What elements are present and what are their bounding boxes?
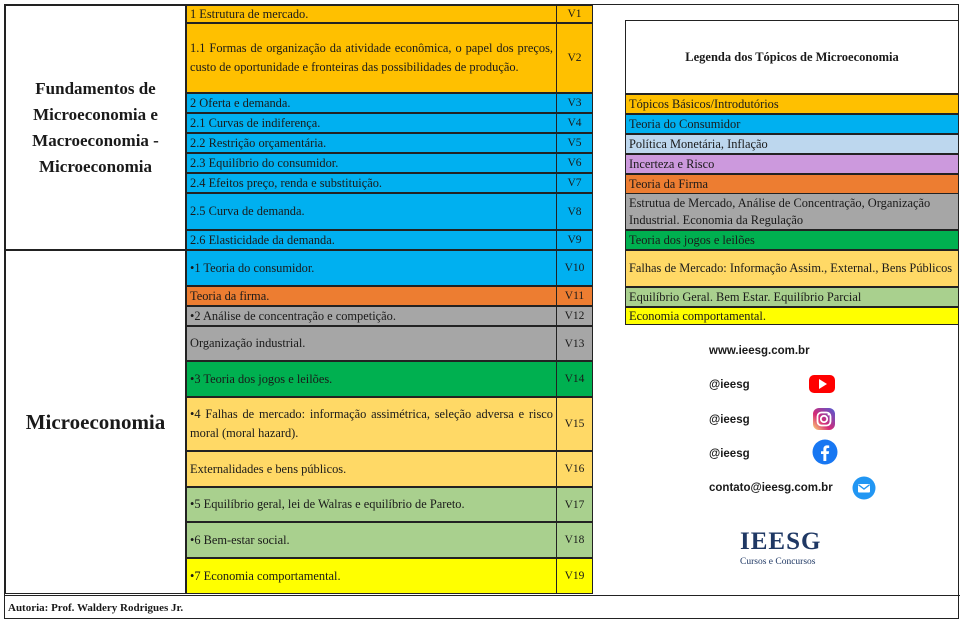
- topic-text: 2.4 Efeitos preço, renda e substituição.: [190, 175, 382, 190]
- video-code: V18: [556, 523, 592, 557]
- legend-item: Incerteza e Risco: [625, 154, 959, 174]
- topic-text: 1.1 Formas de organização da atividade econômica, o papel dos preços, custo de oportunidade e fronteiras das possibilidades de produção.: [190, 41, 553, 74]
- topic-text: •2 Análise de concentração e competição.: [190, 308, 396, 323]
- logo-subtitle: Cursos e Concursos: [740, 557, 816, 567]
- topic-row: [186, 153, 593, 173]
- website-link[interactable]: www.ieesg.com.br: [709, 345, 810, 357]
- topic-text: 1 Estrutura de mercado.: [190, 6, 309, 21]
- video-code: V10: [556, 251, 592, 285]
- email-link[interactable]: contato@ieesg.com.br: [709, 482, 833, 494]
- video-code: V14: [556, 362, 592, 396]
- video-code: V15: [556, 398, 592, 450]
- topic-row: [186, 558, 593, 594]
- topic-row: [186, 193, 593, 230]
- section-fundamentos: Fundamentos de Microeconomia e Macroeconomia - Microeconomia: [5, 5, 186, 250]
- topic-text: 2 Oferta e demanda.: [190, 95, 291, 110]
- topic-text: 2.1 Curvas de indiferença.: [190, 115, 321, 130]
- video-code: V6: [556, 154, 592, 172]
- ieesg-logo: IEESG: [740, 528, 822, 555]
- topic-row: [186, 133, 593, 153]
- legend-item: Falhas de Mercado: Informação Assim., External., Bens Públicos: [625, 250, 959, 287]
- topic-row: [186, 522, 593, 558]
- legend-item: Política Monetária, Inflação: [625, 134, 959, 154]
- topic-text: 2.3 Equilíbrio do consumidor.: [190, 155, 339, 170]
- topic-text: •5 Equilíbrio geral, lei de Walras e equilíbrio de Pareto.: [190, 497, 465, 511]
- legend-item: Equilíbrio Geral. Bem Estar. Equilíbrio Parcial: [625, 287, 959, 307]
- topic-text: •3 Teoria dos jogos e leilões.: [190, 371, 333, 386]
- instagram-icon[interactable]: [812, 407, 836, 436]
- video-code: V16: [556, 452, 592, 486]
- video-code: V19: [556, 559, 592, 593]
- mail-icon[interactable]: [852, 476, 876, 505]
- facebook-icon[interactable]: [812, 439, 838, 470]
- legend-item: Teoria dos jogos e leilões: [625, 230, 959, 250]
- topic-row: [186, 93, 593, 113]
- topic-text: Externalidades e bens públicos.: [190, 461, 347, 476]
- topic-row: [186, 286, 593, 306]
- video-code: V11: [556, 287, 592, 305]
- topic-text: 2.5 Curva de demanda.: [190, 204, 305, 218]
- topic-row: [186, 397, 593, 451]
- section-microeconomia: Microeconomia: [5, 250, 186, 594]
- topic-row: [186, 113, 593, 133]
- legend-item: Economia comportamental.: [625, 307, 959, 325]
- topic-text: 2.2 Restrição orçamentária.: [190, 135, 327, 150]
- video-code: V9: [556, 231, 592, 249]
- topic-text: •1 Teoria do consumidor.: [190, 260, 315, 275]
- topic-text: •4 Falhas de mercado: informação assimétrica, seleção adversa e risco moral (moral hazard).: [190, 407, 553, 440]
- video-code: V2: [556, 24, 592, 92]
- video-code: V8: [556, 194, 592, 229]
- youtube-handle[interactable]: @ieesg: [709, 379, 750, 391]
- topic-row: [186, 250, 593, 286]
- video-code: V13: [556, 327, 592, 360]
- facebook-handle[interactable]: @ieesg: [709, 448, 750, 460]
- topic-text: 2.6 Elasticidade da demanda.: [190, 232, 335, 247]
- video-code: V7: [556, 174, 592, 192]
- video-code: V1: [556, 6, 592, 22]
- topic-row: [186, 487, 593, 522]
- topic-row: [186, 23, 593, 93]
- topic-text: •6 Bem-estar social.: [190, 532, 290, 547]
- topic-row: [186, 451, 593, 487]
- topic-text: •7 Economia comportamental.: [190, 568, 341, 583]
- video-code: V12: [556, 307, 592, 325]
- topic-text: Teoria da firma.: [190, 288, 270, 303]
- legend-item: Estrutua de Mercado, Análise de Concentração, Organização Industrial. Economia da Regulação: [625, 193, 959, 230]
- video-code: V3: [556, 94, 592, 112]
- topic-row: [186, 361, 593, 397]
- topic-row: [186, 173, 593, 193]
- topic-row: [186, 230, 593, 250]
- legend-title: Legenda dos Tópicos de Microeconomia: [625, 20, 959, 94]
- legend-item: Tópicos Básicos/Introdutórios: [625, 94, 959, 114]
- video-code: V5: [556, 134, 592, 152]
- legend-item: Teoria do Consumidor: [625, 114, 959, 134]
- author-footer: Autoria: Prof. Waldery Rodrigues Jr.: [5, 595, 960, 619]
- topic-text: Organização industrial.: [190, 336, 306, 350]
- topic-row: [186, 326, 593, 361]
- topic-row: [186, 306, 593, 326]
- instagram-handle[interactable]: @ieesg: [709, 414, 750, 426]
- youtube-icon[interactable]: [809, 374, 835, 399]
- video-code: V17: [556, 488, 592, 521]
- topic-row: [186, 5, 593, 23]
- video-code: V4: [556, 114, 592, 132]
- legend-item: Teoria da Firma: [625, 174, 959, 194]
